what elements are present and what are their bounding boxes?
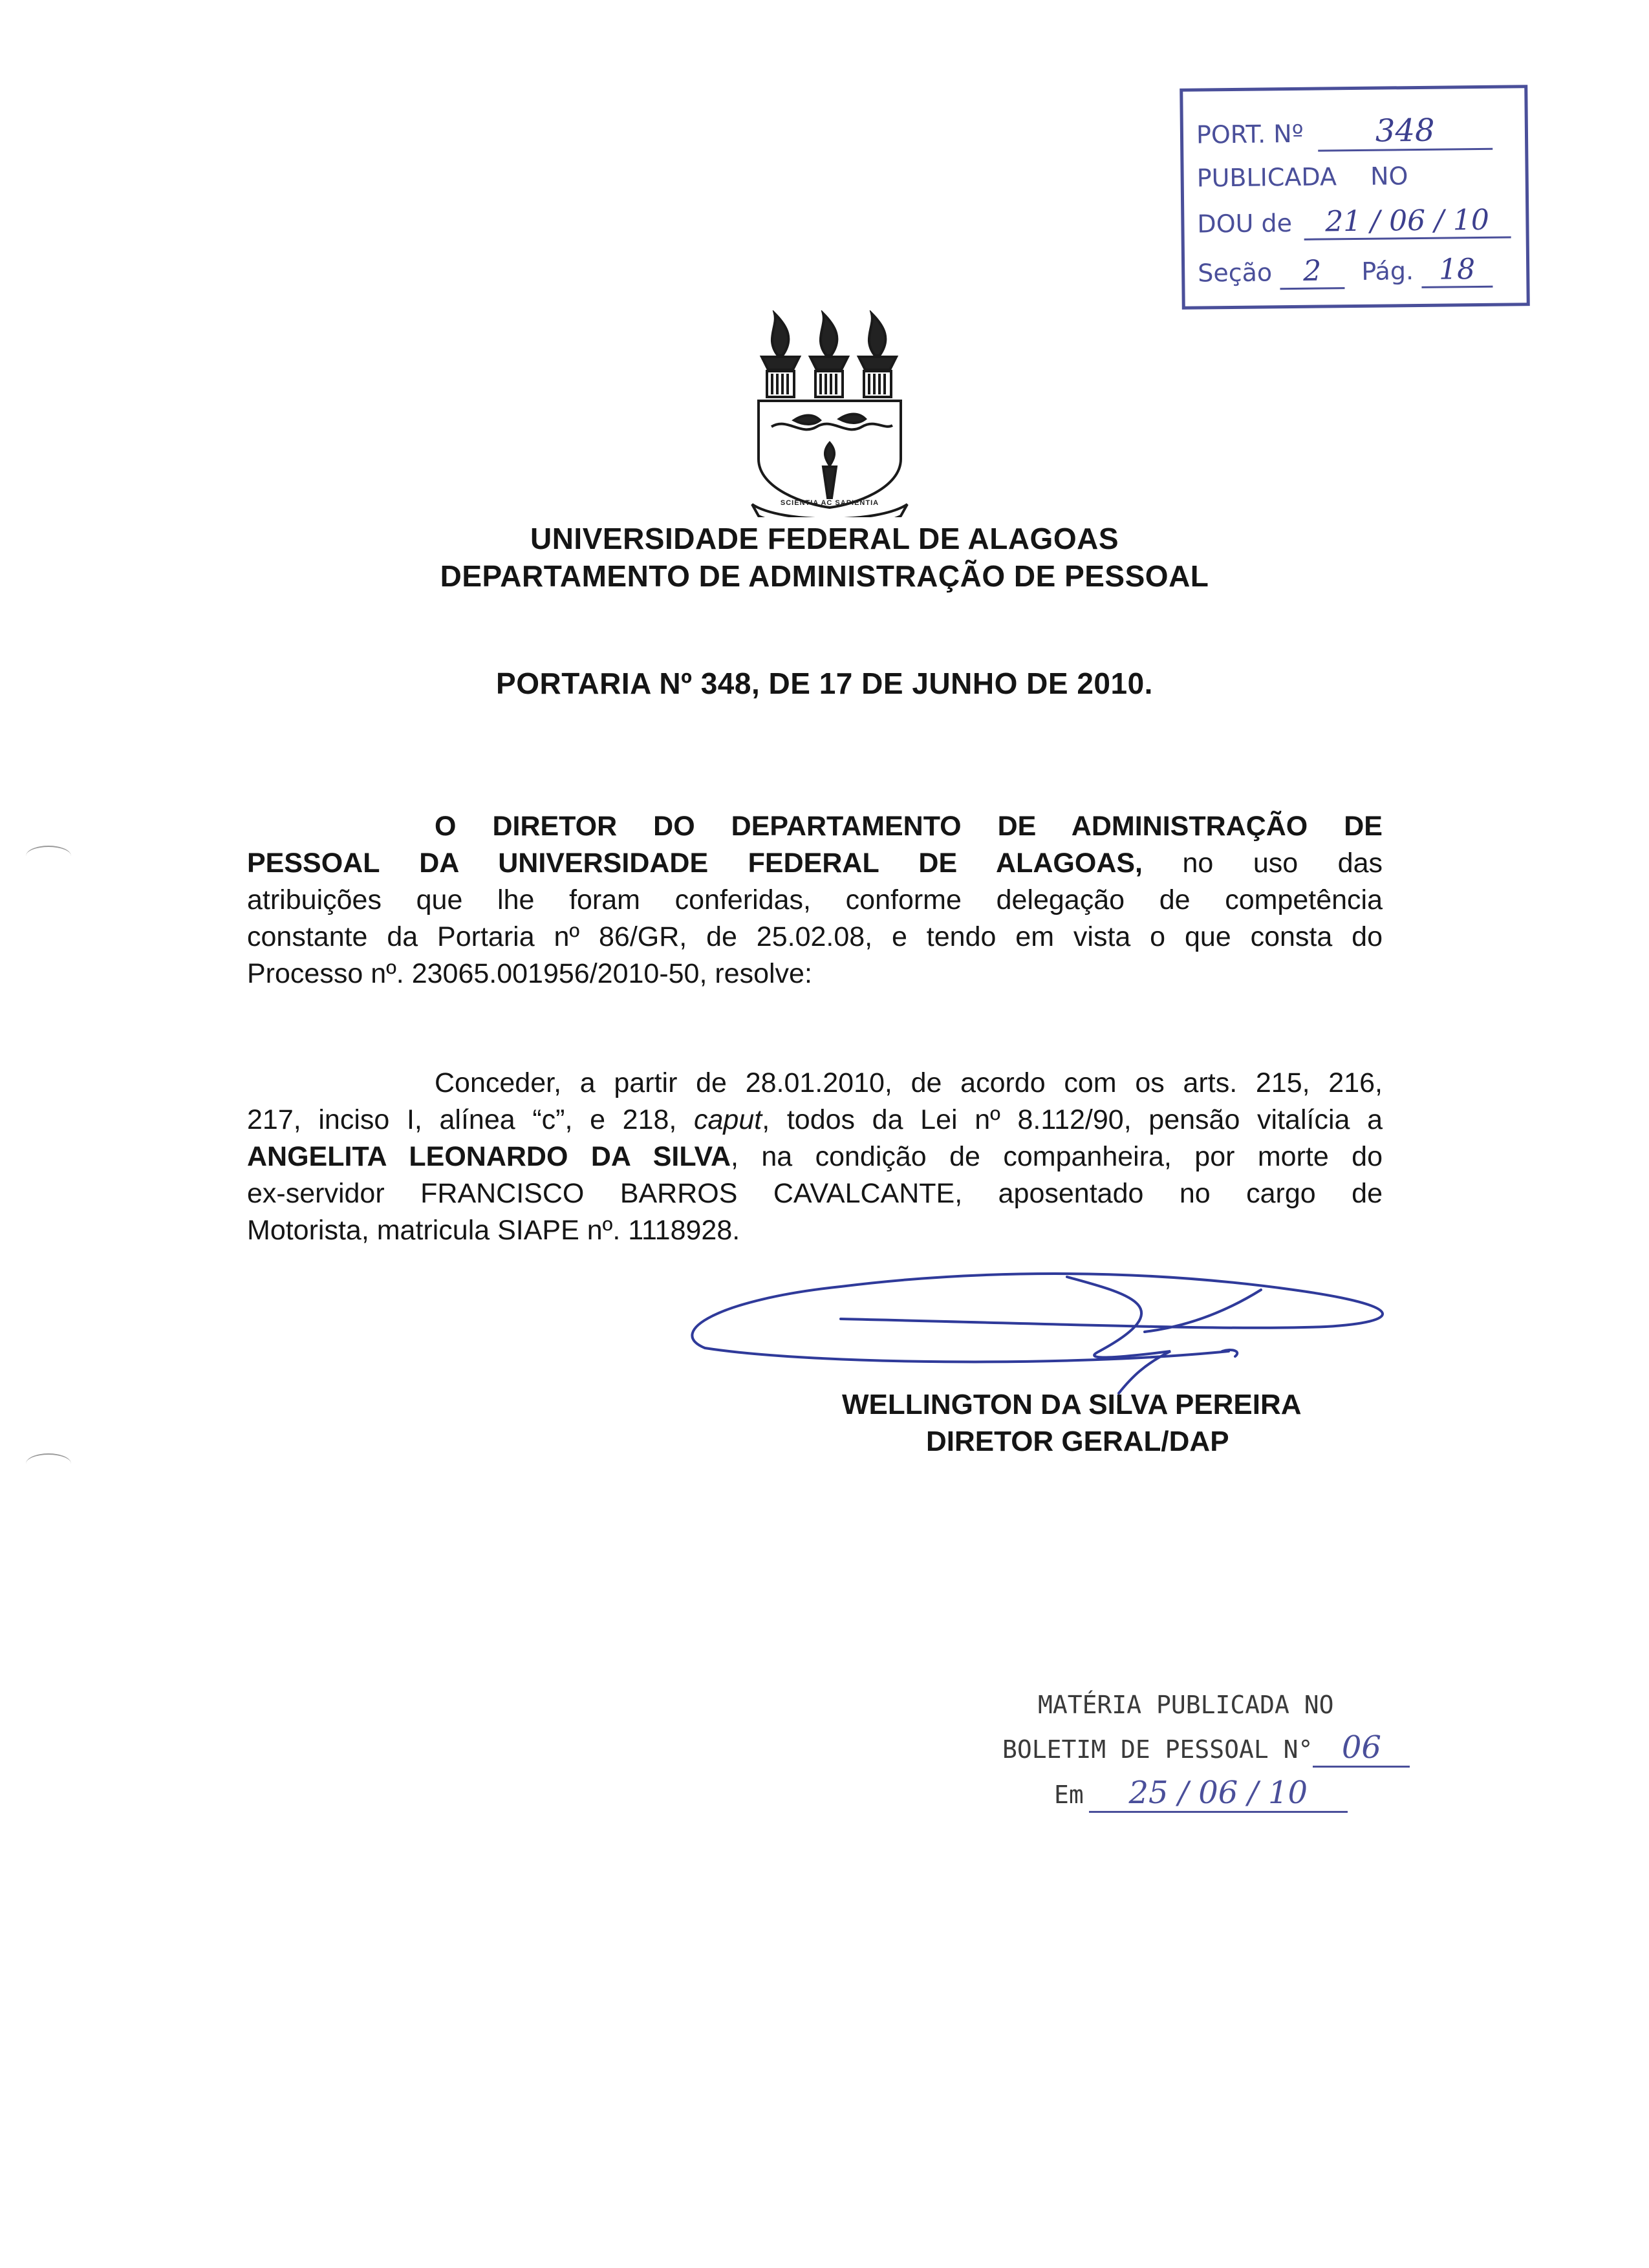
body-paragraph <box>247 1065 1383 1249</box>
boletim-date: 25 / 06 / 10 <box>1089 1775 1348 1813</box>
body-line-4: ex-servidor FRANCISCO BARROS CAVALCANTE, aposentado no cargo de <box>247 1178 1383 1209</box>
preamble-paragraph <box>247 808 1383 992</box>
punch-hole-mark-top <box>26 846 71 866</box>
stamp-publicada-label: PUBLICADA <box>1196 162 1337 193</box>
stamp-no-label: NO <box>1370 162 1408 191</box>
stamp-port-row <box>1196 112 1493 153</box>
body-caput: caput <box>694 1104 762 1135</box>
boletim-stamp-line-2 <box>1002 1729 1410 1768</box>
stamp-secao-row <box>1198 253 1493 291</box>
body-line-2 <box>247 1102 1383 1139</box>
university-seal-icon <box>742 310 917 517</box>
punch-hole-mark-bottom <box>26 1453 71 1474</box>
preamble-bold-institution: PESSOAL DA UNIVERSIDADE FEDERAL DE ALAGOAS, <box>247 848 1143 879</box>
stamp-dou-row <box>1197 203 1511 241</box>
body-line-3 <box>247 1139 1383 1175</box>
stamp-publicada-row <box>1196 162 1408 192</box>
beneficiary-name: ANGELITA LEONARDO DA SILVA <box>247 1141 731 1172</box>
document-title: PORTARIA Nº 348, DE 17 DE JUNHO DE 2010. <box>496 667 1153 700</box>
boletim-stamp-line-3 <box>1054 1775 1348 1813</box>
signatory-role: DIRETOR GERAL/DAP <box>926 1426 1229 1457</box>
boletim-stamp-line-1: MATÉRIA PUBLICADA NO <box>1038 1691 1334 1719</box>
handwritten-signature <box>679 1254 1410 1403</box>
preamble-line-4: constante da Portaria nº 86/GR, de 25.02.08, e tendo em vista o que consta do <box>247 921 1383 952</box>
boletim-label: BOLETIM DE PESSOAL N° <box>1002 1735 1313 1764</box>
boletim-number: 06 <box>1313 1729 1410 1768</box>
header-university: UNIVERSIDADE FEDERAL DE ALAGOAS <box>530 522 1119 555</box>
preamble-line-2 <box>247 845 1383 882</box>
stamp-pag-value: 18 <box>1421 253 1493 288</box>
stamp-pag-label: Pág. <box>1361 257 1414 286</box>
body-line-2a: 217, inciso I, alínea “c”, e 218, <box>247 1104 695 1135</box>
stamp-port-label: PORT. Nº <box>1196 119 1304 149</box>
stamp-port-number: 348 <box>1317 112 1493 152</box>
publication-stamp <box>1180 85 1530 310</box>
boletim-date-label: Em <box>1054 1781 1084 1809</box>
body-line-1: Conceder, a partir de 28.01.2010, de acordo com os arts. 215, 216, <box>435 1067 1383 1098</box>
preamble-line-1: O DIRETOR DO DEPARTAMENTO DE ADMINISTRAÇÃO DE <box>435 811 1383 842</box>
seal-motto: SCIENTIA AC SAPIENTIA <box>780 499 879 507</box>
body-line-2b: , todos da Lei nº 8.112/90, pensão vitalícia a <box>762 1104 1383 1135</box>
signatory-name: WELLINGTON DA SILVA PEREIRA <box>842 1389 1302 1420</box>
preamble-line-5: Processo nº. 23065.001956/2010-50, resolve: <box>247 958 812 989</box>
header-department: DEPARTAMENTO DE ADMINISTRAÇÃO DE PESSOAL <box>440 559 1209 593</box>
body-line-3-rest: , na condição de companheira, por morte do <box>731 1141 1383 1172</box>
preamble-line-3: atribuições que lhe foram conferidas, conforme delegação de competência <box>247 884 1383 915</box>
stamp-dou-date: 21 / 06 / 10 <box>1304 203 1511 240</box>
preamble-line-2-rest: no uso das <box>1143 848 1383 879</box>
stamp-secao-label: Seção <box>1197 258 1273 288</box>
stamp-dou-label: DOU de <box>1197 209 1293 239</box>
stamp-secao-value: 2 <box>1280 254 1345 290</box>
body-line-5: Motorista, matricula SIAPE nº. 1118928. <box>247 1215 740 1246</box>
